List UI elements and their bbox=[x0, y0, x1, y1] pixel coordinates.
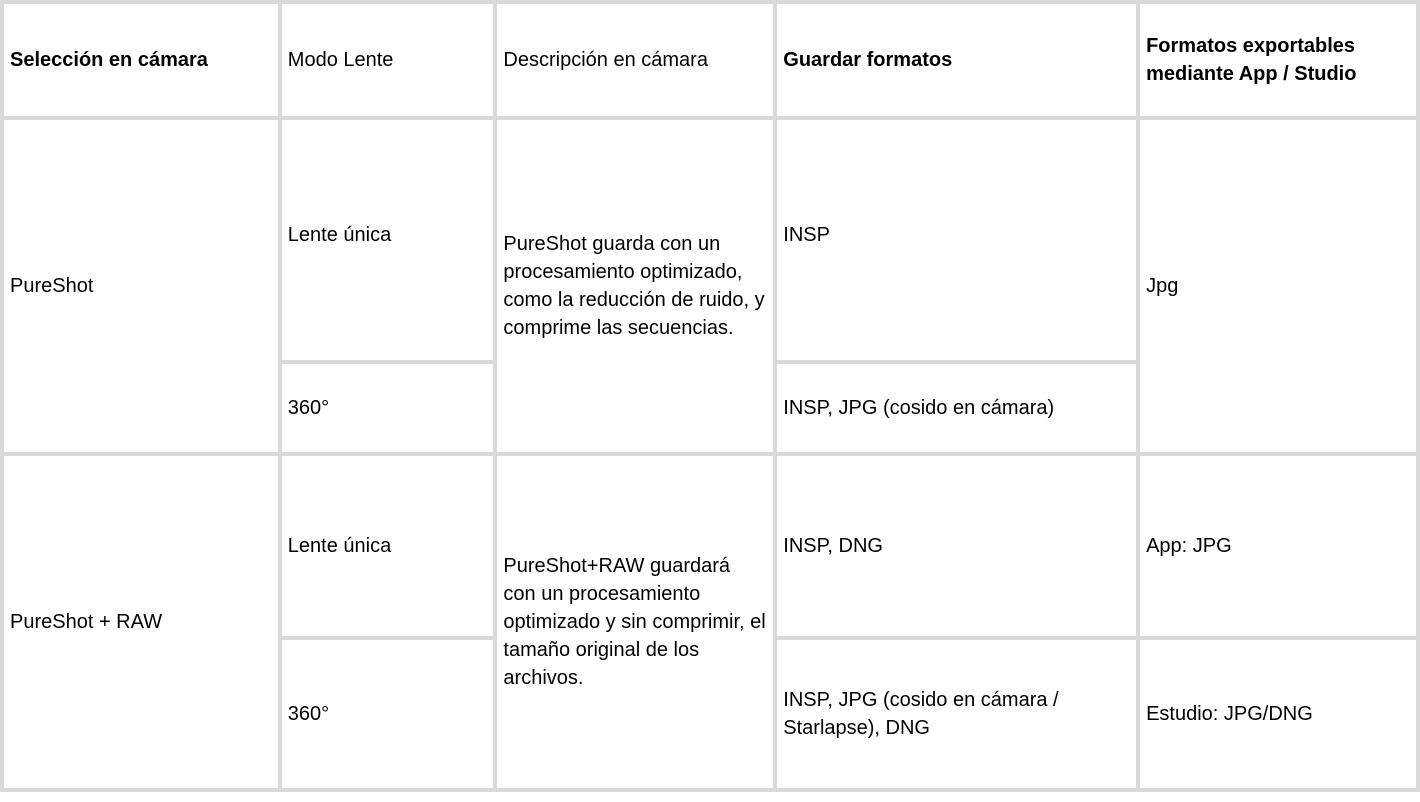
save-formats-cell: INSP, DNG bbox=[775, 454, 1138, 638]
lens-mode-cell: Lente única bbox=[280, 454, 496, 638]
selection-cell: PureShot bbox=[2, 118, 280, 454]
description-cell: PureShot guarda con un procesamiento optimizado, como la reducción de ruido, y comprime las secuencias. bbox=[495, 118, 775, 454]
description-cell: PureShot+RAW guardará con un procesamiento optimizado y sin comprimir, el tamaño original de los archivos. bbox=[495, 454, 775, 790]
header-camera-description: Descripción en cámara bbox=[495, 2, 775, 118]
header-save-formats: Guardar formatos bbox=[775, 2, 1138, 118]
save-formats-cell: INSP, JPG (cosido en cámara / Starlapse), DNG bbox=[775, 638, 1138, 790]
table-row bbox=[2, 454, 1418, 638]
header-export-formats: Formatos exportables mediante App / Studio bbox=[1138, 2, 1418, 118]
selection-cell: PureShot + RAW bbox=[2, 454, 280, 790]
export-formats-cell: App: JPG bbox=[1138, 454, 1418, 638]
header-lens-mode: Modo Lente bbox=[280, 2, 496, 118]
export-formats-cell: Estudio: JPG/DNG bbox=[1138, 638, 1418, 790]
lens-mode-cell: 360° bbox=[280, 362, 496, 454]
header-row bbox=[2, 2, 1418, 118]
lens-mode-cell: Lente única bbox=[280, 118, 496, 362]
export-formats-cell: Jpg bbox=[1138, 118, 1418, 454]
lens-mode-cell: 360° bbox=[280, 638, 496, 790]
header-camera-selection: Selección en cámara bbox=[2, 2, 280, 118]
save-formats-cell: INSP bbox=[775, 118, 1138, 362]
table-row bbox=[2, 118, 1418, 362]
save-formats-cell: INSP, JPG (cosido en cámara) bbox=[775, 362, 1138, 454]
